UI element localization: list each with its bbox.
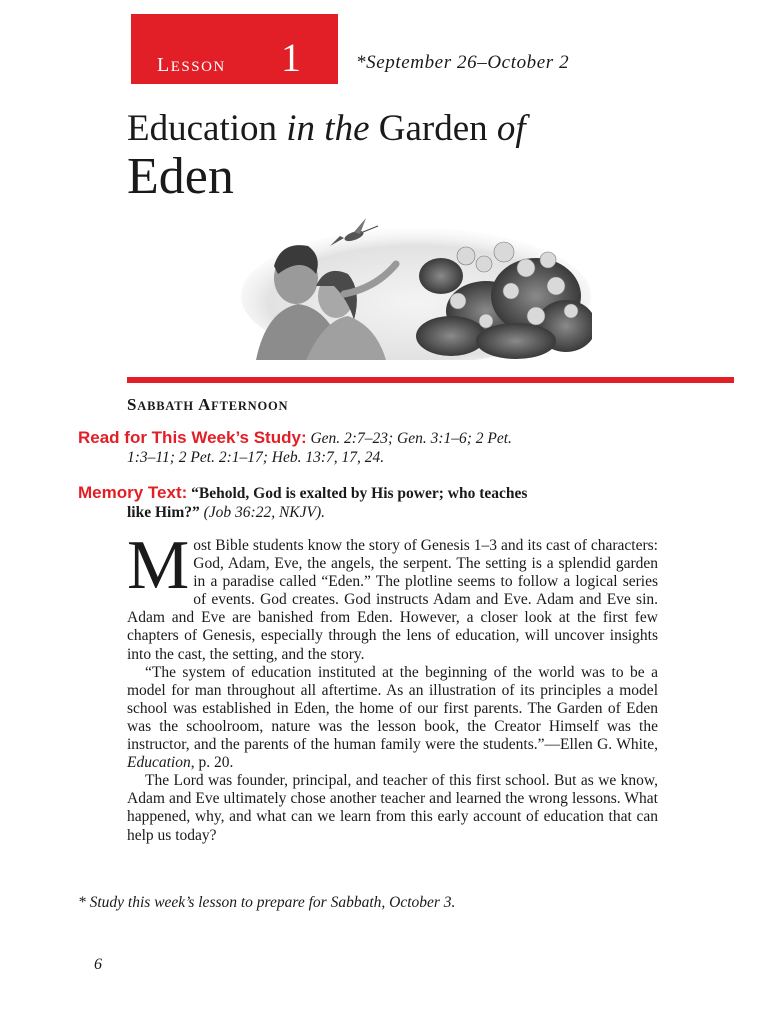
paragraph-1: ost Bible students know the story of Genesis 1–3 and its cast of characters: God, Adam, Eve, the angels, the serpent. The setting is a splendid garden in a paradise called “Eden.” The plotline seems to follow a logical series of events. God creates. God instructs Adam and Eve. Adam and Eve sin. Adam and Eve are banished from Eden. However, a closer look at the first few chapters of Genesis, especially through the lens of education, will uncover insights into the cast, the setting, and the story.	[127, 537, 658, 663]
page-number: 6	[94, 956, 102, 973]
read-label: Read for This Week’s Study:	[78, 428, 307, 447]
paragraph-2: “The system of education instituted at the beginning of the world was to be a model for man throughout all aftertime. As an illustration of its principles a model school was established in Eden, the home of our first parents. The Garden of Eden was the schoolroom, nature was the lesson book, the Creator Himself was the instructor, and the parents of the human family were the students.”—Ellen G. White,	[127, 663, 658, 754]
lesson-body: Most Bible students know the story of Genesis 1–3 and its cast of characters: God, Adam, Eve, the angels, the serpent. The setting is a splendid garden in a paradise called “Eden.” The plotline seems to follow a logical series of events. God creates. God instructs Adam and Eve. Adam and Eve sin. Adam and Eve are banished from Eden. However, a closer look at the first few chapters of Genesis, especially through the lens of education, will uncover insights into the cast, the setting, and the story. “The system of education instituted at the beginning of the world was to be a model for man throughout all aftertime. As an illustration of its principles a model school was established in Eden, the home of our first parents. The Garden of Eden was the schoolroom, nature was the lesson book, the Creator Himself was the instructor, and the parents of the human family were the students.”—Ellen G. White, Education, p. 20. The Lord was founder, principal, and teacher of this first school. But as we know, Adam and Eve ultimately chose another teacher and learned the wrong lessons. What happened, why, and what can we learn from this early account of education that can help us today?	[127, 527, 658, 844]
read-refs: Gen. 2:7–23; Gen. 3:1–6; 2 Pet.	[310, 430, 512, 447]
date-range: *September 26–October 2	[356, 52, 570, 73]
read-for-study	[78, 428, 663, 467]
memory-verse-continued: like Him?”	[127, 504, 200, 521]
paragraph-3: The Lord was founder, principal, and teacher of this first school. But as we know, Adam and Eve ultimately chose another teacher and learned the wrong lessons. What happened, why, and what can we learn from this early account of education that can help us today?	[127, 772, 658, 844]
page-title: Education in the Garden of	[127, 108, 526, 149]
memory-text	[78, 483, 663, 522]
page-title-line2: Eden	[127, 148, 234, 205]
book-title: Education	[127, 754, 191, 772]
memory-label: Memory Text:	[78, 483, 188, 502]
section-heading: SABBATH AFTERNOON	[127, 395, 289, 414]
section-divider	[127, 377, 734, 383]
memory-reference: (Job 36:22, NKJV).	[203, 504, 326, 521]
lesson-label: LESSON	[157, 54, 226, 76]
lesson-number: 1	[281, 35, 301, 80]
lesson-banner	[131, 14, 338, 84]
memory-verse: “Behold, God is exalted by His power; who teaches	[191, 485, 528, 502]
drop-cap: M	[127, 527, 190, 604]
garden-illustration	[236, 216, 592, 360]
footnote: * Study this week’s lesson to prepare for Sabbath, October 3.	[78, 894, 456, 911]
read-refs-continued: 1:3–11; 2 Pet. 2:1–17; Heb. 13:7, 17, 24.	[127, 449, 385, 466]
